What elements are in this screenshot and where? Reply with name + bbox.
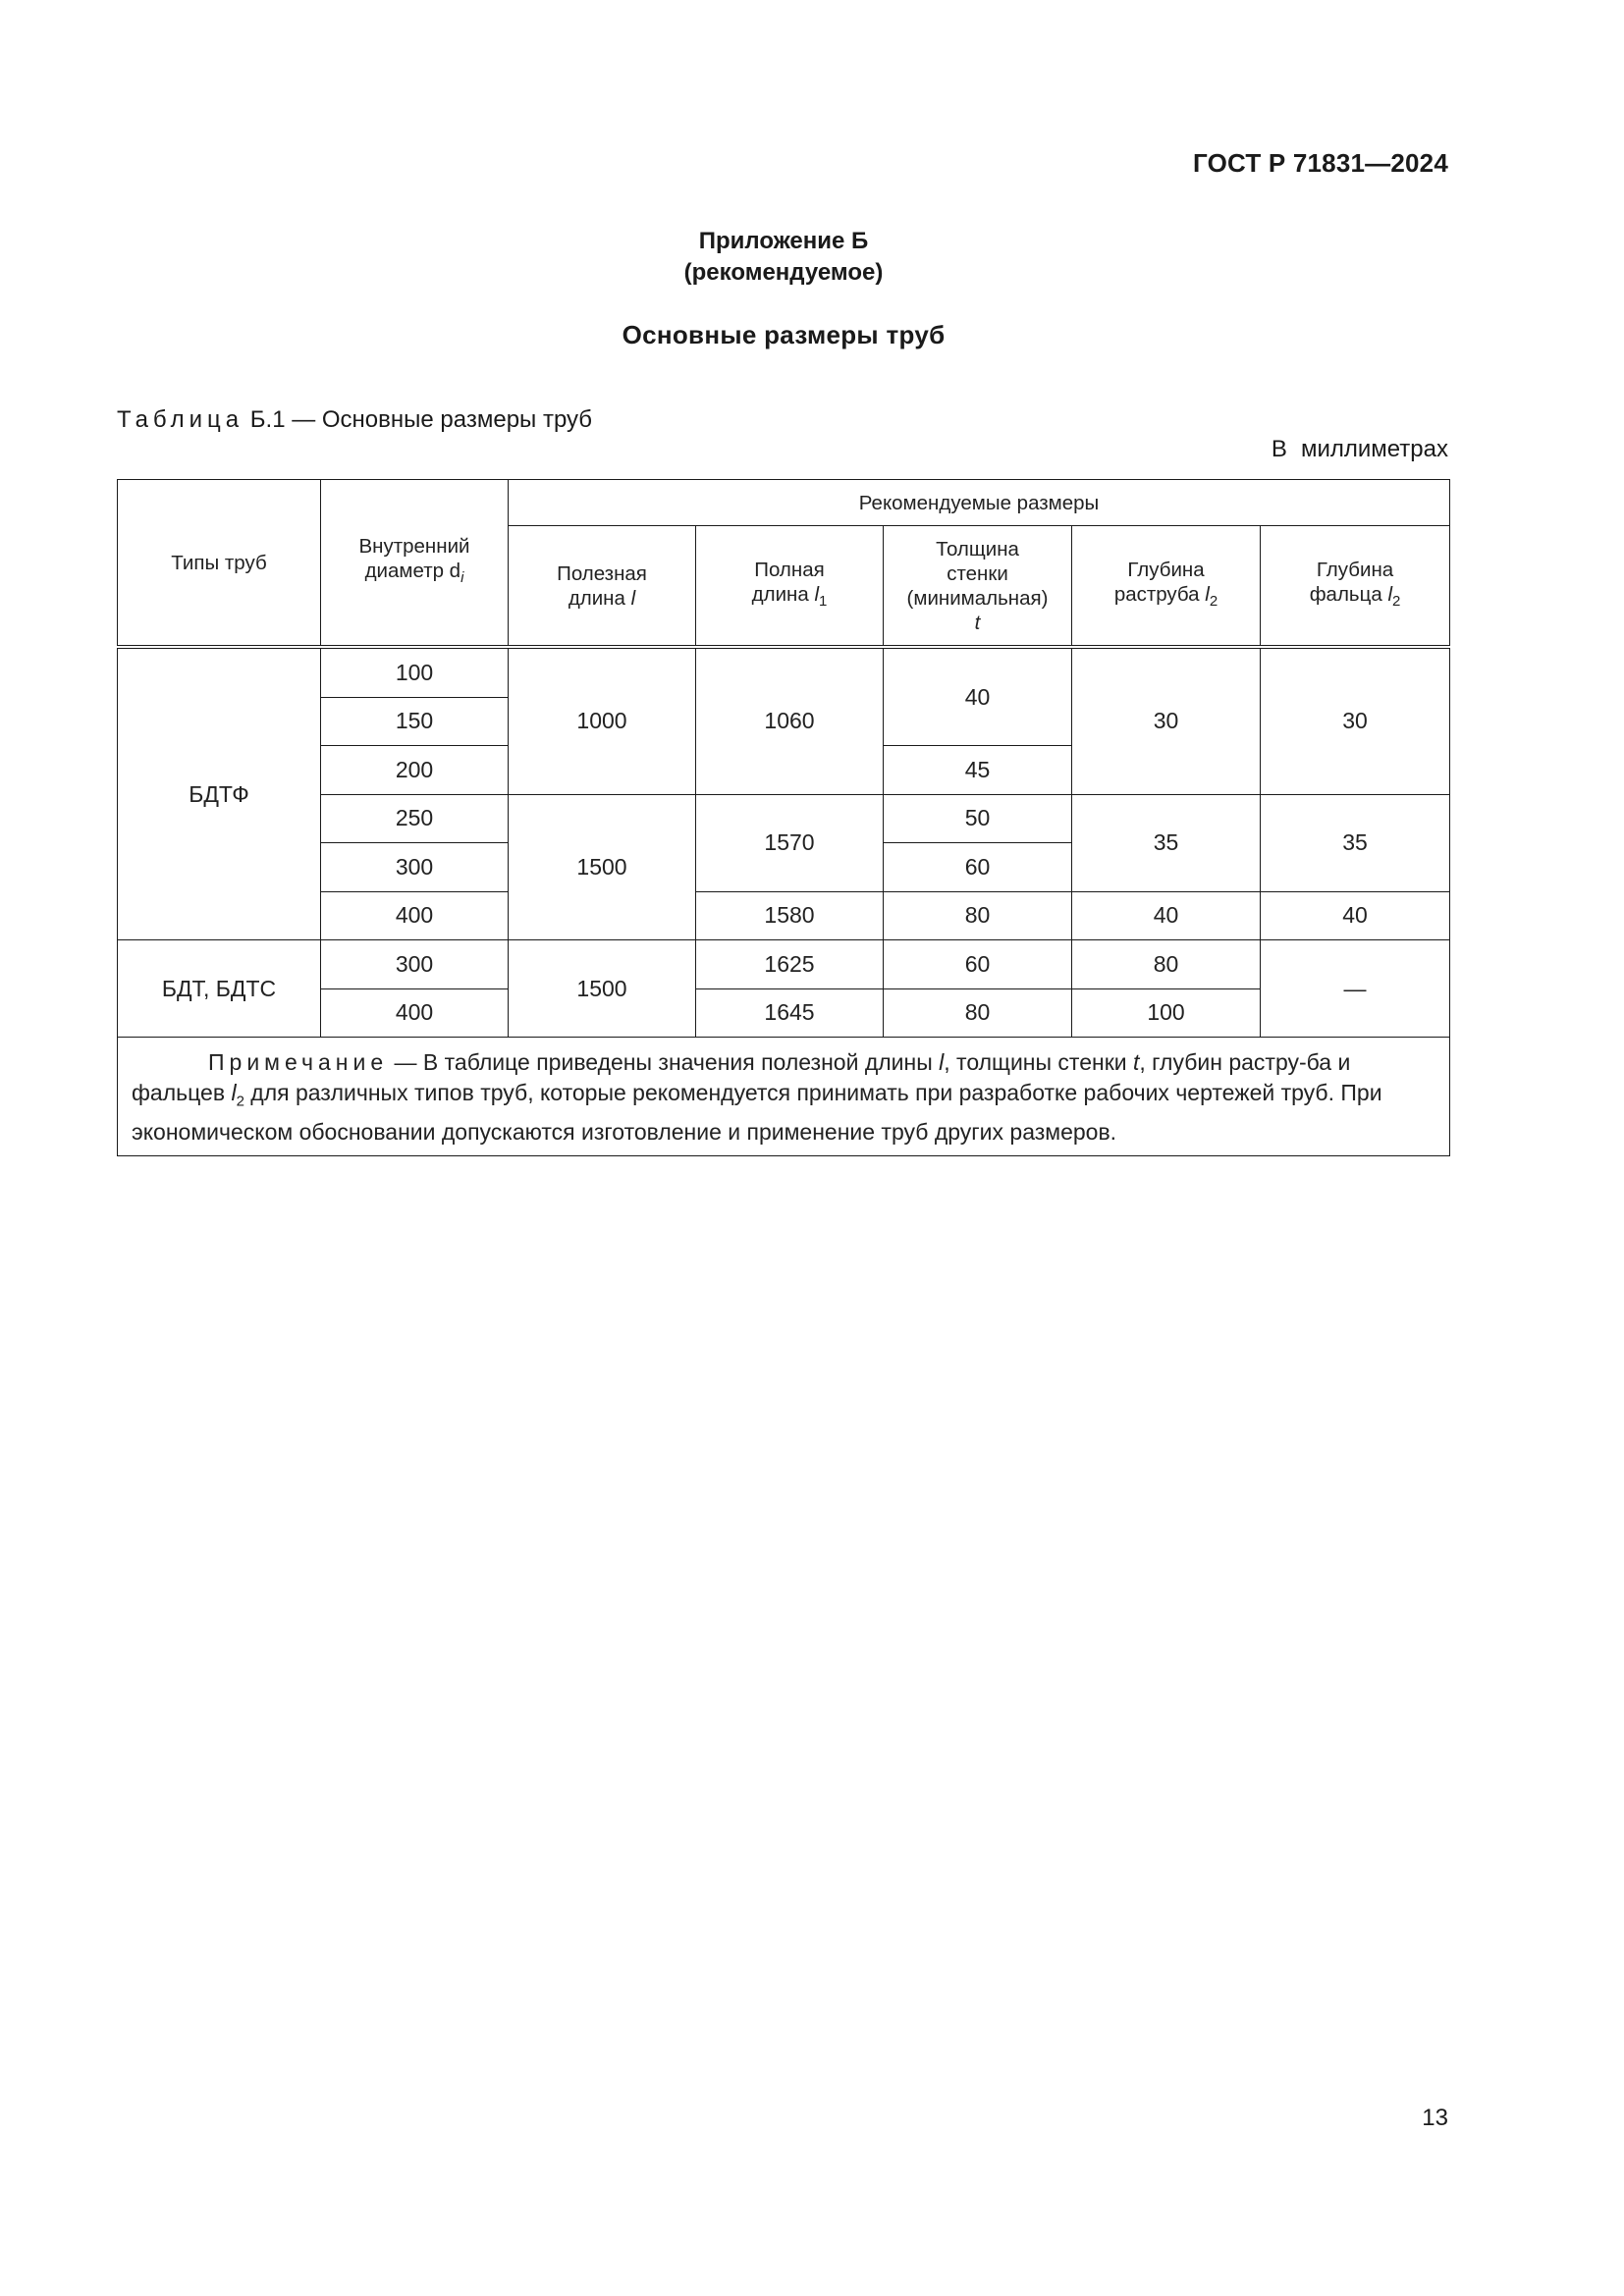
- useful-length-cell: 1500: [509, 940, 696, 1038]
- wall-thickness-cell: 80: [884, 988, 1072, 1038]
- socket-depth-cell: 35: [1072, 794, 1261, 891]
- full-length-cell: 1580: [696, 891, 884, 940]
- appendix-heading: Основные размеры труб: [622, 320, 946, 349]
- socket-depth-cell: 40: [1072, 891, 1261, 940]
- units-value: миллиметрах: [1300, 436, 1448, 462]
- diameter-cell: 150: [321, 697, 509, 746]
- header-full-length: Полная длина $l_1$: [696, 526, 884, 648]
- full-length-cell: 1570: [696, 794, 884, 891]
- pipe-type-cell: БДТ, БДТС: [118, 940, 321, 1038]
- table-note-row: [118, 1038, 1450, 1156]
- socket-depth-cell: 30: [1072, 647, 1261, 794]
- diameter-cell: 100: [321, 647, 509, 697]
- note-lead: Примечание: [208, 1049, 389, 1075]
- diameter-cell: 300: [321, 843, 509, 892]
- wall-thickness-cell: 40: [884, 647, 1072, 746]
- wall-thickness-cell: 45: [884, 746, 1072, 795]
- useful-length-cell: 1000: [509, 647, 696, 794]
- rebate-depth-cell: 35: [1261, 794, 1450, 891]
- diameter-cell: 400: [321, 988, 509, 1038]
- wall-thickness-cell: 50: [884, 794, 1072, 843]
- header-socket-depth: Глубина раструба $l_2$: [1072, 526, 1261, 648]
- header-wall-thickness: Толщина стенки (минимальная) t: [884, 526, 1072, 648]
- wall-thickness-cell: 80: [884, 891, 1072, 940]
- pipe-dimensions-table: [117, 479, 1450, 1156]
- diameter-cell: 400: [321, 891, 509, 940]
- appendix-title: Приложение Б: [698, 228, 869, 254]
- socket-depth-cell: 100: [1072, 988, 1261, 1038]
- full-length-cell: 1645: [696, 988, 884, 1038]
- page-number: 13: [1422, 2105, 1448, 2131]
- socket-depth-cell: 80: [1072, 940, 1261, 989]
- header-recommended-sizes: Рекомендуемые размеры: [509, 480, 1450, 526]
- rebate-depth-cell: —: [1261, 940, 1450, 1038]
- pipe-type-cell: БДТФ: [118, 647, 321, 940]
- full-length-cell: 1060: [696, 647, 884, 794]
- full-length-cell: 1625: [696, 940, 884, 989]
- units-prefix: В: [1271, 436, 1287, 462]
- header-pipe-types: Типы труб: [118, 480, 321, 648]
- table-row: [118, 647, 1450, 697]
- header-useful-length: Полезная длина l: [509, 526, 696, 648]
- rebate-depth-cell: 40: [1261, 891, 1450, 940]
- header-inner-diameter: Внутренний диаметр $d_i$: [321, 480, 509, 648]
- table-caption-text: Б.1 — Основные размеры труб: [244, 406, 593, 433]
- wall-thickness-cell: 60: [884, 940, 1072, 989]
- diameter-cell: 250: [321, 794, 509, 843]
- appendix-status: (рекомендуемое): [683, 259, 884, 286]
- rebate-depth-cell: 30: [1261, 647, 1450, 794]
- useful-length-cell: 1500: [509, 794, 696, 940]
- table-caption-prefix: Таблица: [117, 406, 244, 433]
- diameter-cell: 300: [321, 940, 509, 989]
- header-rebate-depth: Глубина фальца $l_2$: [1261, 526, 1450, 648]
- diameter-cell: 200: [321, 746, 509, 795]
- table-row: [118, 940, 1450, 989]
- table-caption: [117, 406, 592, 434]
- standard-code: ГОСТ Р 71831—2024: [1193, 148, 1448, 178]
- units-note: [1272, 436, 1448, 463]
- wall-thickness-cell: 60: [884, 843, 1072, 892]
- table-note: Примечание — В таблице приведены значения полезной длины l, толщины стенки t, глубин растру-ба и фальцев $l_2$ для различных типов труб, которые рекомендуется принимать при разработке рабочих чертежей труб. При экономическом обосновании допускаются изготовление и применение труб других размеров.: [118, 1038, 1450, 1156]
